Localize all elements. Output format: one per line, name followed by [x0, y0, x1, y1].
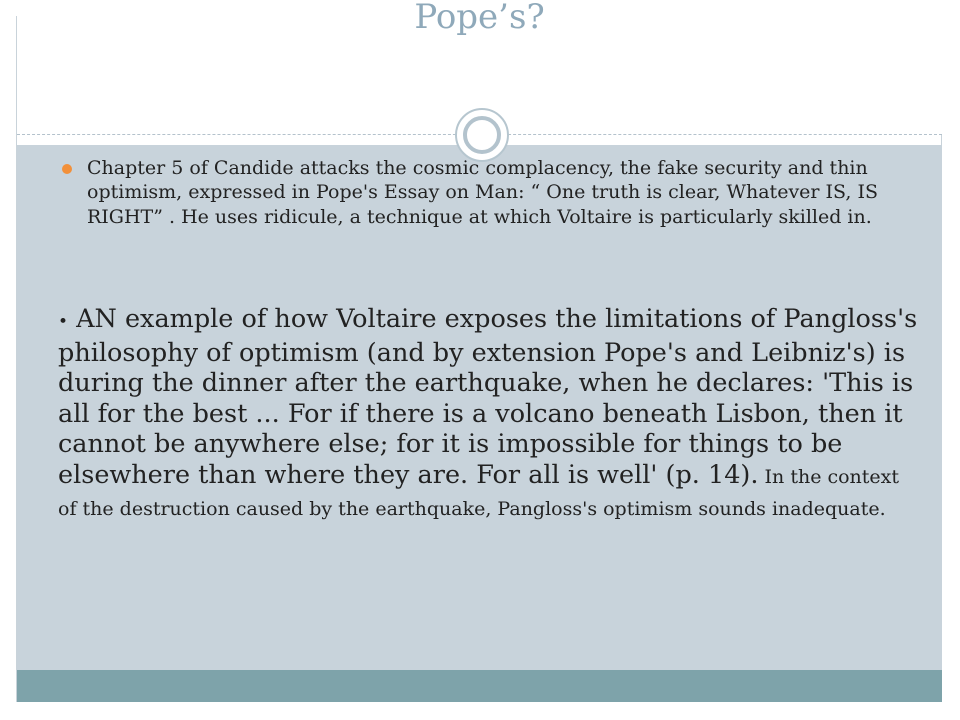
body-paragraph: [58, 304, 918, 525]
footer-bar: [17, 670, 942, 702]
bullet-dot-icon: [62, 164, 72, 174]
slide-title: Pope’s?: [414, 0, 545, 37]
paragraph-closing-text: In the context of the destruction caused by the earthquake, Pangloss's optimism sounds inadequate.: [58, 465, 900, 520]
bullet-item: [62, 156, 922, 229]
paragraph-main-text: AN example of how Voltaire exposes the limitations of Pangloss's philosophy of optimism (and by extension Pope's and Leibniz's) is during the dinner after the earthquake, when he declares: 'This is all for the best ... For if there is a volcano beneath Lisbon, then it cannot be anywhere else; for it is impossible for things to be elsewhere than where they are. For all is well' (p. 14).: [58, 304, 918, 490]
ring-inner: [463, 116, 501, 154]
paragraph-marker: •: [58, 312, 69, 332]
bullet-text: Chapter 5 of Candide attacks the cosmic complacency, the fake security and thin optimism, expressed in Pope's Essay on Man: “ One truth is clear, Whatever IS, IS RIGHT” . He uses ridicule, a technique at which Voltaire is particularly skilled in.: [87, 157, 878, 228]
ring-ornament-icon: [455, 108, 509, 162]
